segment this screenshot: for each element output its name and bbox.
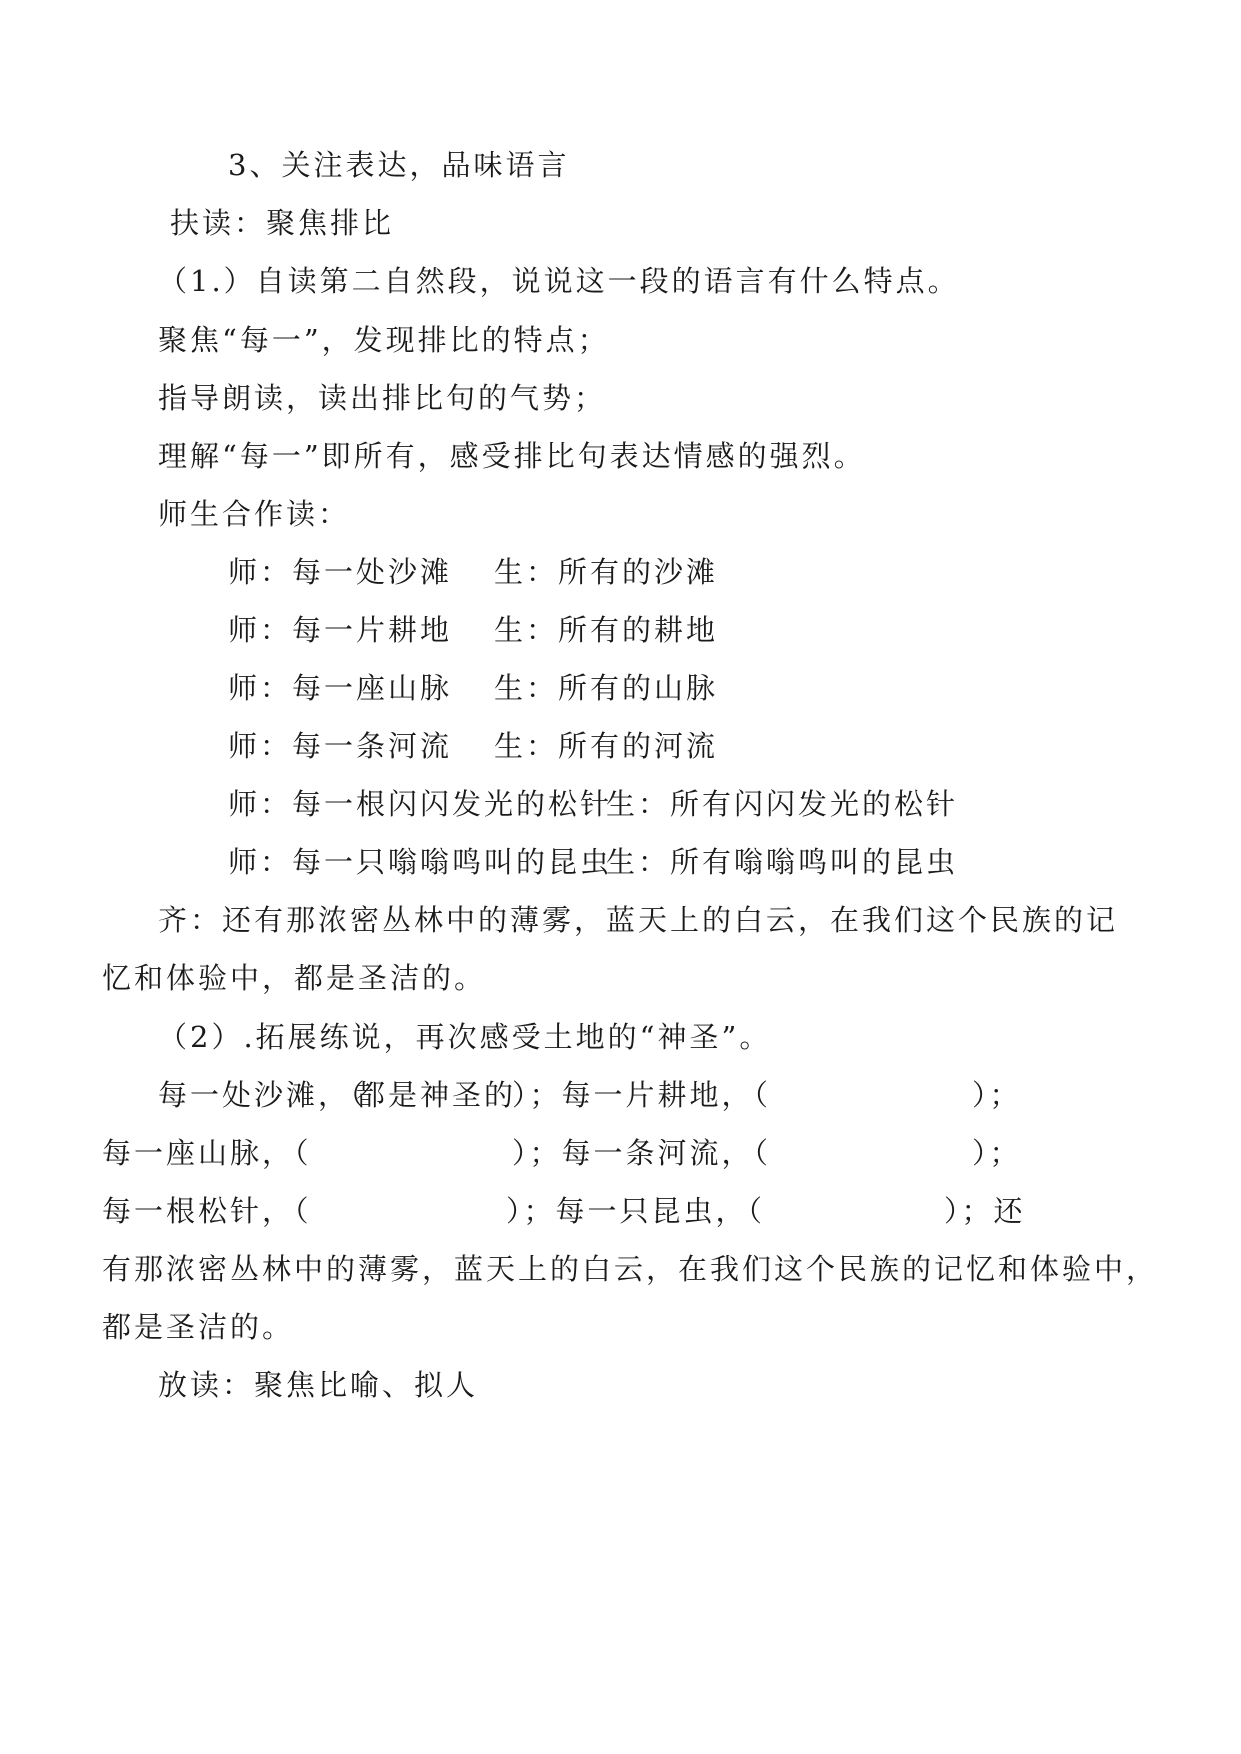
exercise-continuation: 都是圣洁的。 — [102, 1310, 295, 1344]
exercise-blank-close: ）；还 — [944, 1194, 1026, 1228]
task-2: （2）.拓展练说，再次感受土地的“神圣”。 — [158, 1020, 772, 1054]
exercise-blank-close: ）； — [972, 1136, 1022, 1170]
dialogue-teacher-line: 师：每一片耕地 — [228, 613, 453, 647]
dialogue-teacher-line: 师：每一根闪闪发光的松针 — [228, 787, 613, 821]
exercise-prompt: 每一根松针，（ — [102, 1194, 312, 1228]
dialogue-student-line: 生：所有嗡嗡鸣叫的昆虫 — [606, 845, 959, 879]
exercise-example-answer: 都是神圣的 — [356, 1078, 517, 1112]
exercise-prompt: ）；每一只昆虫，（ — [506, 1194, 766, 1228]
dialogue-teacher-line: 师：每一只嗡嗡鸣叫的昆虫 — [228, 845, 613, 879]
step-1: 聚焦“每一”，发现排比的特点； — [158, 323, 610, 357]
dialogue-student-line: 生：所有的沙滩 — [494, 555, 719, 589]
exercise-prompt: ）；每一片耕地，（ — [512, 1078, 772, 1112]
exercise-prompt: ）；每一条河流，（ — [512, 1136, 772, 1170]
exercise-blank-close: ）； — [972, 1078, 1022, 1112]
step-2: 指导朗读，读出排比句的气势； — [158, 381, 607, 415]
fangdu-heading: 放读：聚焦比喻、拟人 — [158, 1368, 479, 1402]
exercise-prompt: 每一座山脉，（ — [102, 1136, 312, 1170]
dialogue-teacher-line: 师：每一处沙滩 — [228, 555, 453, 589]
dialogue-teacher-line: 师：每一条河流 — [228, 729, 453, 763]
dialogue-student-line: 生：所有的河流 — [494, 729, 719, 763]
step-3: 理解“每一”即所有，感受排比句表达情感的强烈。 — [158, 439, 866, 473]
dialogue-teacher-line: 师：每一座山脉 — [228, 671, 453, 705]
fudu-heading: 扶读：聚焦排比 — [170, 206, 395, 240]
section-title: 3、关注表达，品味语言 — [228, 148, 570, 182]
exercise-prompt: 每一处沙滩，（ — [158, 1078, 368, 1112]
exercise-continuation: 有那浓密丛林中的薄雾，蓝天上的白云，在我们这个民族的记忆和体验中， — [102, 1252, 1159, 1286]
task-1: （1.）自读第二自然段，说说这一段的语言有什么特点。 — [158, 264, 960, 298]
dialogue-student-line: 生：所有闪闪发光的松针 — [606, 787, 959, 821]
dialogue-student-line: 生：所有的耕地 — [494, 613, 719, 647]
chorus-line-1: 齐：还有那浓密丛林中的薄雾，蓝天上的白云，在我们这个民族的记 — [158, 903, 1119, 937]
chorus-line-2: 忆和体验中，都是圣洁的。 — [102, 961, 487, 995]
cooperate-label: 师生合作读： — [158, 497, 351, 531]
dialogue-student-line: 生：所有的山脉 — [494, 671, 719, 705]
